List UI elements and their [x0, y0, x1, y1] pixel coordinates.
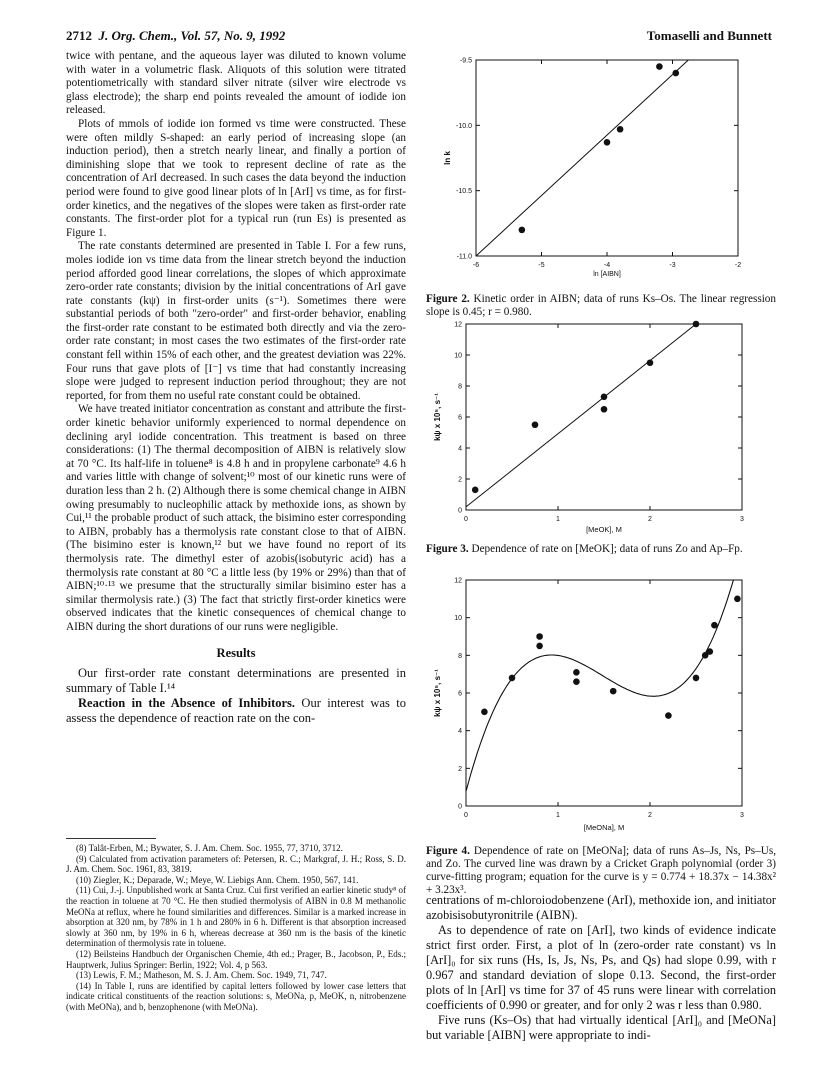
figure-2	[426, 50, 776, 319]
paragraph: Five runs (Ks–Os) that had virtually identical [ArI]₀ and [MeONa] but variable [AIBN] were appropriate to indi-	[426, 1013, 776, 1042]
paragraph: Our first-order rate constant determinations are presented in summary of Table I.¹⁴	[66, 666, 406, 696]
caption-text: Dependence of rate on [MeOK]; data of runs Zo and Ap–Fp.	[468, 543, 743, 555]
figure-3-chart	[426, 320, 776, 538]
data-point	[617, 126, 624, 133]
x-tick-label: 0	[464, 812, 468, 819]
figure-2-caption	[426, 293, 776, 319]
footnote: (13) Lewis, F. M.; Matheson, M. S. J. Am. Chem. Soc. 1949, 71, 747.	[76, 970, 327, 981]
footnote: (10) Ziegler, K.; Deparade, W.; Meye, W. Liebigs Ann. Chem. 1950, 567, 141.	[76, 874, 359, 885]
caption-label: Figure 4.	[426, 845, 470, 857]
data-point	[693, 675, 700, 682]
x-tick-label: -3	[669, 262, 676, 269]
running-header-left	[66, 28, 285, 44]
y-tick-label: 8	[458, 652, 462, 660]
y-tick-label: 6	[458, 690, 462, 698]
data-point	[573, 678, 580, 685]
x-tick-label: -5	[538, 262, 545, 269]
footnote: (12) Beilsteins Handbuch der Organischen Chemie, 4th ed.; Prager, B., Jacobson, P., Eds.; Hauptwerk, Julius Springer: Berlin, 1922; Vol. 4, p 563.	[66, 948, 406, 970]
data-point	[647, 359, 654, 366]
footnote: (8) Talât-Erben, M.; Bywater, S. J. Am. Chem. Soc. 1955, 77, 3710, 3712.	[76, 843, 343, 853]
data-point	[711, 622, 718, 629]
regression-line	[466, 324, 696, 507]
y-tick-label: 0	[458, 803, 462, 811]
data-point	[610, 688, 617, 695]
paragraph	[66, 696, 406, 726]
x-tick-label: 2	[648, 812, 652, 819]
data-point	[656, 63, 663, 70]
paragraph: The rate constants determined are presented in Table I. For a few runs, moles iodide ion vs time data from the linear stretch beyond the induction period afforded good linear correlations, the slopes of which approximate zero-order rate constants; division by the initial concentrations of ArI gave rate constants (kψ) in first-order units (s⁻¹). Sometimes there were substantial periods of both "zero-order" and first-order behavior, enabling the first-order rate constant to be estimated both directly and via the zero-order rate constant; in most cases the two estimates of the first-order rate constant fell within 15% of each other, and the greatest deviation was 22%. Four runs that gave plots of [I⁻] vs time that had constantly increasing slope were judged to represent induction period throughout; they are not reported, for from them no useful rate constant could be obtained.	[66, 240, 406, 402]
y-tick-label: 8	[458, 383, 462, 391]
data-point	[536, 633, 543, 640]
figure-4-chart	[426, 574, 776, 840]
data-point	[601, 394, 608, 401]
caption-label: Figure 3.	[426, 543, 469, 555]
caption-text: Kinetic order in AIBN; data of runs Ks–Os. The linear regression slope is 0.45; r = 0.980.	[426, 293, 776, 318]
x-tick-label: 3	[740, 812, 744, 819]
data-point	[665, 712, 672, 719]
fitted-curve	[466, 574, 738, 791]
footnotes	[66, 838, 406, 1013]
figure-4	[426, 574, 776, 897]
y-axis-label: kψ x 10⁵, s⁻¹	[433, 393, 442, 441]
footnote: (11) Cui, J.-j. Unpublished work at Santa Cruz. Cui first verified an earlier kinetic study⁸ of the reaction in toluene at 70 °C. He then studied thermolysis of AIBN in 0.8 M methanolic MeONa at reflux, where he found similarities and differences. Similar is a marked increase in absorption at 320 nm, by 78% in 1 h and 280% in 6 h. Different is that absorption increased slowly at 360 nm, by 19% in 6 h, whereas decrease at 360 nm is the basis of the kinetic determination of thermolysis rate in toluene.	[66, 885, 406, 949]
paragraph: Plots of mmols of iodide ion formed vs time were constructed. These were often mildly S-shaped: an early period of increasing slope (an induction period), then a stretch nearly linear, and finally a portion of diminishing slope that we took to represent decline of rate as the concentration of ArI decreased. In such cases the data beyond the induction period were found to give good linear plots of ln [ArI] vs time, as for first-order kinetics, and the negatives of the slopes were taken as first-order rate constants. The first-order plot for a typical run (run Es) is presented as Figure 1.	[66, 117, 406, 239]
data-point	[672, 70, 679, 77]
y-tick-label: 10	[454, 352, 462, 360]
paragraph: centrations of m-chloroiodobenzene (ArI), methoxide ion, and initiator azobisisobutyronitrile (AIBN).	[426, 893, 776, 922]
y-tick-label: 2	[458, 476, 462, 484]
y-tick-label: 2	[458, 765, 462, 773]
y-tick-label: 0	[458, 507, 462, 515]
regression-line	[476, 53, 695, 256]
y-tick-label: -10.0	[456, 122, 472, 130]
data-point	[481, 709, 488, 716]
paragraph: twice with pentane, and the aqueous layer was diluted to known volume with water in a volumetric flask. Aliquots of this solution were titrated potentiometrically with standard silver nitrate (silver wire electrode vs glass electrode); the sharp end points revealed the amount of iodide ion released.	[66, 50, 406, 117]
running-header-authors: Tomaselli and Bunnett	[646, 28, 772, 43]
section-heading: Results	[216, 645, 256, 660]
data-point	[532, 421, 539, 428]
x-tick-label: -2	[734, 262, 742, 269]
x-tick-label: 2	[648, 516, 652, 523]
paragraph-text: Our interest was to assess the dependence of reaction rate on the con-	[66, 696, 406, 726]
y-tick-label: 10	[454, 615, 462, 623]
y-axis-label: ln k	[443, 151, 452, 165]
data-point	[536, 643, 543, 650]
footnote-rule	[66, 838, 156, 839]
y-tick-label: -11.0	[456, 253, 472, 261]
left-column	[66, 50, 406, 726]
y-axis-label: kψ x 10⁵, s⁻¹	[433, 669, 442, 717]
data-point	[734, 596, 741, 603]
data-point	[604, 139, 611, 146]
data-point	[509, 675, 516, 682]
footnote: (9) Calculated from activation parameters of: Petersen, R. C.; Markgraf, J. H.; Ross, S. D. J. Am. Chem. Soc. 1961, 83, 3819.	[66, 853, 406, 875]
figure-3	[426, 320, 776, 556]
y-tick-label: -9.5	[459, 57, 472, 65]
x-tick-label: 1	[556, 812, 560, 819]
y-tick-label: -10.5	[456, 188, 472, 196]
x-tick-label: 1	[556, 516, 560, 523]
journal-citation: J. Org. Chem., Vol. 57, No. 9, 1992	[98, 28, 286, 43]
y-tick-label: 4	[458, 728, 462, 736]
x-tick-label: -6	[472, 262, 480, 269]
data-point	[707, 648, 714, 655]
subsection-heading: Reaction in the Absence of Inhibitors.	[78, 696, 296, 711]
paragraph: As to dependence of rate on [ArI], two kinds of evidence indicate strict first order. First, a plot of ln (zero-order rate constant) vs ln [ArI]₀ for six runs (Hs, Is, Js, Ns, Ps, and Qs) had slope 0.99, with r 0.967 and standard deviation of slope 0.13. Second, the first-order plots of ln [ArI] vs time for 37 of 45 runs were linear with correlation coefficients of 0.990 or greater, and for only 2 was r less than 0.980.	[426, 923, 776, 1012]
footnote: (14) In Table I, runs are identified by capital letters followed by lower case letters that indicate critical constituents of the reaction solutions: s, MeONa, p, MeOK, n, nitrobenzene (with MeONa), and b, benzophenone (with MeONa).	[66, 980, 406, 1012]
x-tick-label: 0	[464, 516, 468, 523]
figure-2-chart	[426, 50, 776, 288]
right-column-text	[426, 893, 776, 1043]
data-point	[519, 227, 526, 234]
y-tick-label: 4	[458, 445, 462, 453]
plot-frame	[466, 324, 742, 510]
caption-label: Figure 2.	[426, 293, 470, 305]
x-axis-label: [MeOK], M	[586, 525, 622, 534]
data-point	[573, 669, 580, 676]
plot-frame	[466, 580, 742, 806]
paragraph: We have treated initiator concentration as constant and attribute the first-order kinetic behavior uniformly experienced to normal dependence on declining aryl iodide concentration. This treatment is based on three considerations: (1) The thermal decomposition of AIBN is relatively slow at 70 °C. Its half-life in toluene⁸ is 4.8 h and in propylene carbonate⁹ 4.6 h and varies little with change of solvent;¹⁰ most of our kinetic runs were of duration less than 2 h. (2) Although there is some chemical change in AIBN owing presumably to nucleophilic attack by methoxide ions, as shown by Cui,¹¹ the probable product of such attack, the bisimino ester corresponding to AIBN, probably has a thermolysis rate constant close to that of AIBN. (The bisimino ester is known,¹² but we have found no report of its thermolysis rate. The dimethyl ester of azobis(isobutyric acid) has a thermolysis rate constant at 80 °C a little less (by 19% or 29%) than that of AIBN;¹⁰·¹³ we presume that the structurally similar bisimino ester has a similar thermolysis rate.) (3) The fact that strictly first-order kinetics were observed indicates that the kinetic consequences of chemical change to AIBN during the short durations of our runs were negligible.	[66, 403, 406, 633]
x-axis-label: ln [AIBN]	[593, 271, 621, 278]
data-point	[601, 406, 608, 413]
plot-frame	[476, 60, 738, 256]
x-tick-label: 3	[740, 516, 744, 523]
data-point	[693, 321, 700, 328]
y-tick-label: 12	[454, 577, 462, 585]
page-number: 2712	[66, 28, 92, 43]
data-point	[472, 487, 479, 494]
caption-text: Dependence of rate on [MeONa]; data of runs As–Js, Ns, Ps–Us, and Zo. The curved line was drawn by a Cricket Graph polynomial (order 3) curve-fitting program; equation for the curve is y = 0.774 + 18.37x − 14.38x² + 3.23x³.	[426, 845, 776, 896]
y-tick-label: 6	[458, 414, 462, 422]
x-axis-label: [MeONa], M	[583, 823, 625, 832]
figure-4-caption	[426, 845, 776, 897]
figure-3-caption	[426, 543, 776, 556]
x-tick-label: -4	[603, 262, 611, 269]
y-tick-label: 12	[454, 321, 462, 329]
